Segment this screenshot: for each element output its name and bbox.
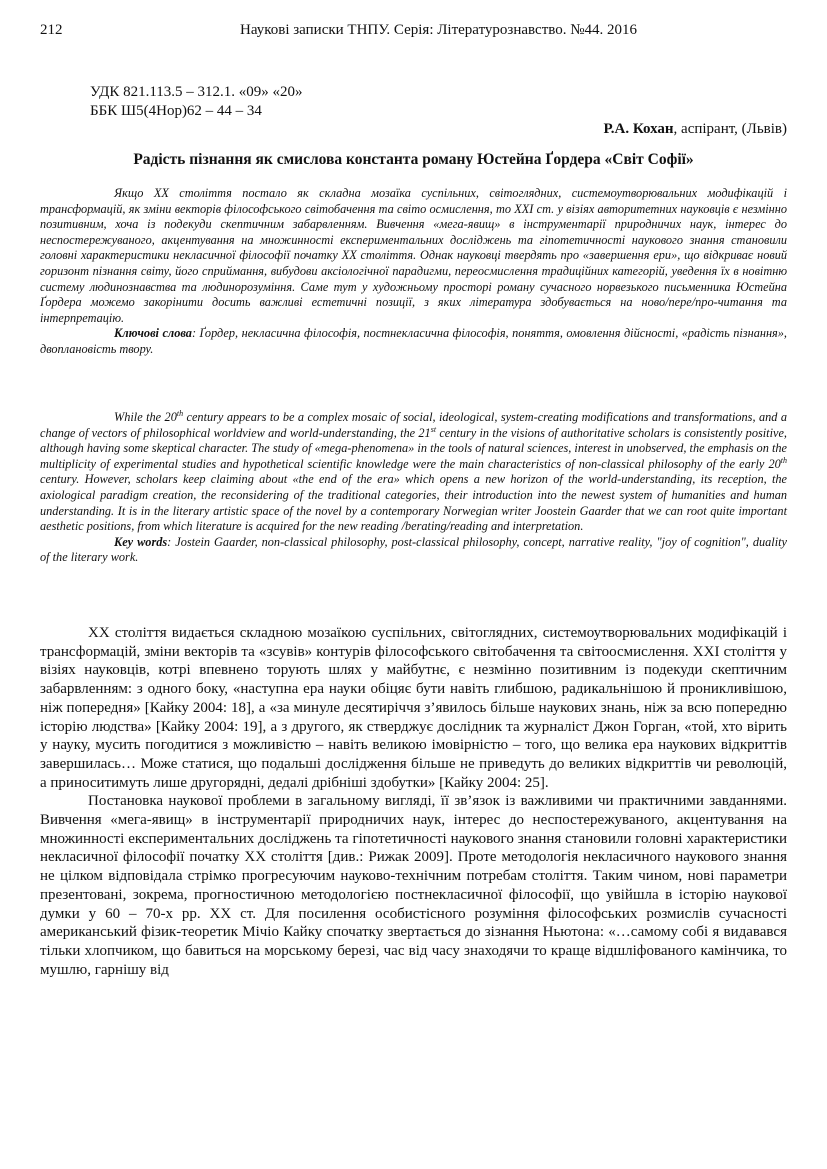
abstract-en-part: century. However, scholars keep claiming about «the end of the era» which opens a new horizon of the world-understanding, its reception, the axiological paradigm creation, the reconsidering of the traditional categories, their introduction into the newest system of humanities and human understanding. It is in the literary artistic space of the novel by a contemporary Norwegian writer Joostein Gaarder that we can root quite important aesthetic positions, from which literature is acquired for the new reading /berating/reading and interpretation. — [40, 472, 787, 534]
body-paragraph-2: Постановка наукової проблеми в загальному вигляді, її зв’язок із важливими чи практичними завданнями. Вивчення «мега-явищ» в інструментарії природничих наук, інтерес до неспостережуваного, акцентування на множинності експериментальних досліджень та гіпотетичності наукового знання становили головні характеристики некласичної філософії початку ХХ століття [див.: Рижак 2009]. Проте методологія некласичного наукового знання не цілком відповідала стрімко прогресуючим науково-технічним потребам століття. Таким чином, нові параметри презентовані, зокрема, прогностичною методологією постнекласичної філософії, що увійшла в історію наукової думки у 60 – 70-х рр. ХХ ст. Для посилення особистісного розуміння філософських розмислів сучасності американський фізик-теоретик Мічіо Кайку спочатку звертається до зізнання Ньютона: «…самому собі я видавався тільки хлопчиком, що бавиться на морському березі, час від часу знаходячи то краще відшліфованого камінчика, то мушлю, гарнішу від — [40, 793, 787, 978]
author-line — [603, 121, 787, 138]
bbk-code: ББК Ш5(4Нор)62 – 44 – 34 — [90, 103, 262, 119]
body-paragraph-1: ХХ століття видається складною мозаїкою суспільних, світоглядних, системоутворювальних модифікацій і трансформацій, зміни векторів та «зсувів» контурів філософського світобачення та світоосмислення. ХХІ століття у візіях науковців, котрі впевнено торують шлях у майбутнє, є незмінно позитивним із подекуди скептичним забарвленням: з одного боку, «наступна ера науки обіцяє бути навіть глибшою, радикальнішою й проникливішою, ніж попередня» [Кайку 2004: 18], а «за минуле десятиріччя з’явилось більше наукових знань, ніж за всю попередню історію людства» [Кайку 2004: 19], а з другого, як стверджує дослідник та журналіст Джон Горган, «той, хто вірить у науку, мусить погодитися з можливістю – навіть великою імовірністю – того, що велика ера наукових відкриттів завершилась… Може статися, що подальші дослідження більше не приведуть до великих відкриттів чи революцій, а приноситимуть лише другорядні, дедалі дрібніші здобутки» [Кайку 2004: 25]. — [40, 625, 787, 791]
abstract-en-part: century in the visions of authoritative scholars is consistently positive, although having some skeptical character. The study of «mega-phenomena» in the tools of natural sciences, interest in unobserved, the emphasis on the multiplicity of experimental studies and hypothetical scientific knowledge were the main characteristics of non-classical philosophy of the early 20 — [40, 425, 787, 471]
abstract-en-part: century appears to be a complex mosaic of social, ideological, system-creating modifications and transformations, and a change of vectors of philosophical worldview and world-understanding, the 21 — [40, 410, 787, 440]
keywords-uk-text: : Ґордер, некласична філософія, постнекласична філософія, поняття, омовлення дійсності, «радість пізнання», двоплановість твору. — [40, 326, 787, 356]
superscript: th — [780, 455, 787, 465]
superscript: st — [430, 424, 437, 434]
keywords-en-text: : Jostein Gaarder, non-classical philosophy, post-classical philosophy, concept, narrative reality, "joy of cognition", duality of the literary work. — [40, 534, 787, 565]
author-name: Р.А. Кохан — [603, 121, 674, 137]
abstract-ukrainian — [40, 186, 787, 358]
abstract-english — [40, 410, 787, 566]
author-role: , аспірант, (Львів) — [673, 121, 787, 137]
keywords-en — [40, 535, 787, 566]
classification-codes — [90, 83, 303, 121]
journal-title: Наукові записки ТНПУ. Серія: Літературознавство. №44. 2016 — [240, 22, 638, 38]
superscript: th — [176, 408, 184, 418]
keywords-uk — [40, 326, 787, 357]
abstract-en-part: While the 20 — [114, 410, 177, 424]
keywords-uk-label: Ключові слова — [114, 326, 192, 341]
abstract-uk-text: Якщо ХХ століття постало як складна мозаїка суспільних, світоглядних, системоутворювальних модифікацій і трансформацій, як зміни векторів філософського світобачення та світо осмислення, то ХХІ ст. у візіях авторитетних науковців є незмінно позитивним, хоча із подекуди скептичним забарвленням. Вивчення «мега-явищ» в інструментарії природничих наук, інтерес до неспостережуваного, акцентування на множинності експериментальних досліджень та гіпотетичності наукового знання становили головні характеристики некласичної філософії початку ХХ століття. Однак науковці твердять про «завершення ери», що відкриває новий горизонт пізнання світу, його сприймання, вибудови аксіологічної парадигми, переосмислення традиційних категорій, уведення їх в новітню систему людинознавства та людинорозуміння. Саме тут у художньому просторі роману сучасного норвезького письменника Юстейна Ґордера можемо закорінити досить важливі естетичні позиції, з яких література здобувається на ново/пере/про-читання та інтерпретацію. — [40, 186, 787, 325]
article-body — [40, 624, 787, 979]
running-header — [40, 22, 787, 42]
page-number: 212 — [40, 22, 63, 38]
keywords-en-label: Key words — [114, 534, 168, 549]
article-title: Радість пізнання як смислова константа роману Юстейна Ґордера «Світ Софії» — [133, 151, 694, 168]
abstract-en-text — [40, 410, 787, 535]
udk-code: УДК 821.113.5 – 312.1. «09» «20» — [90, 84, 303, 100]
